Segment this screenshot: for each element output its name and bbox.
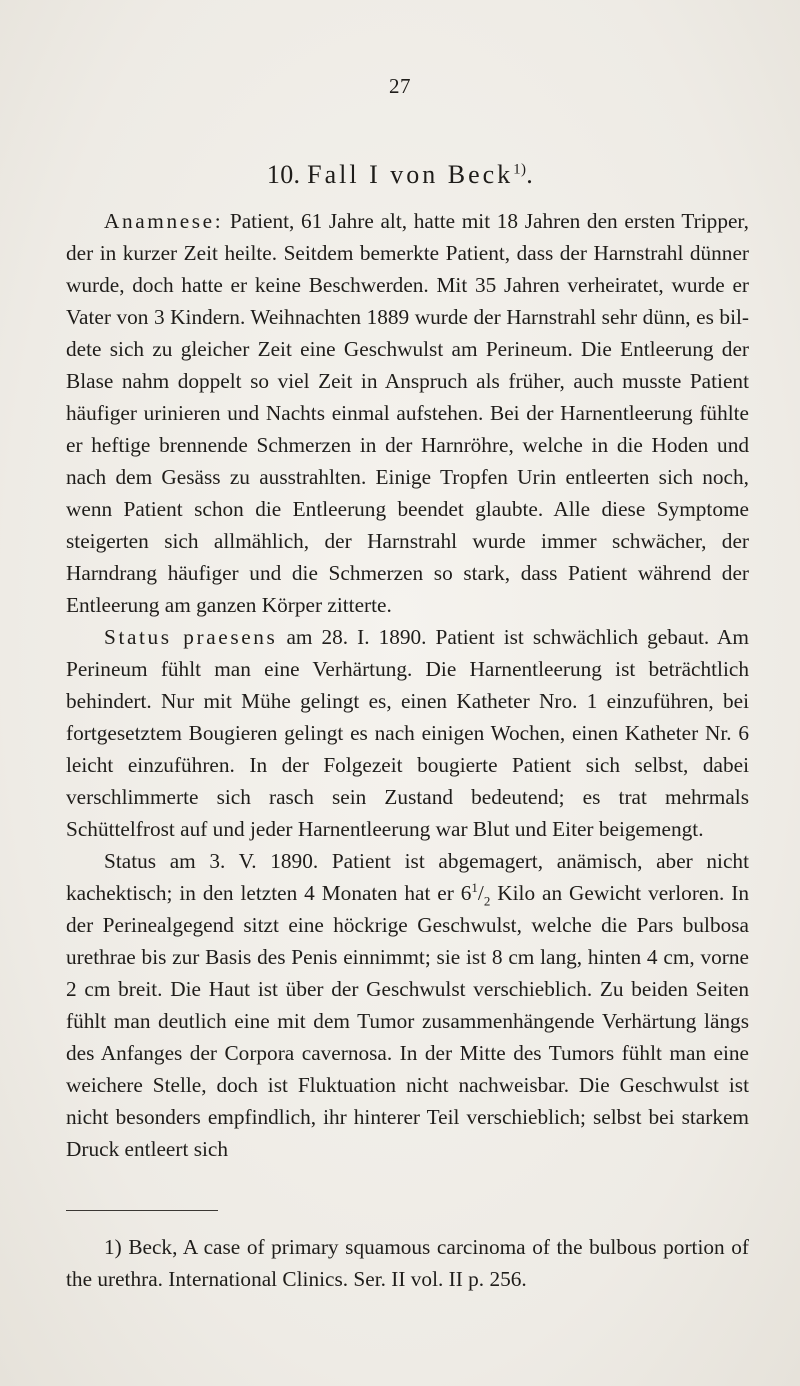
footnote-divider (66, 1210, 218, 1211)
heading-footnote-ref: 1) (513, 161, 527, 178)
fraction-denominator: 2 (483, 893, 491, 909)
paragraph-status-may (66, 845, 749, 1165)
status-praesens-lead: Status praesens (104, 625, 278, 649)
status-praesens-text: am 28. I. 1890. Patient ist schwächlich gebaut. Am Perineum fühlt man eine Verhärtung. Die Harnentleerung ist beträchtlich behindert. Nur mit Mühe gelingt es, einen Katheter Nro. 1 einzuführen, bei fortgesetztem Bougieren gelingt es nach einigen Wochen, einen Katheter Nr. 6 leicht einzuführen. In der Folgezeit bougierte Patient sich selbst, dabei verschlimmerte sich rasch sein Zustand bedeutend; es trat mehrmals Schüttelfrost auf und jeder Harnentleerung war Blut und Eiter beigemengt. (66, 625, 750, 841)
anamnese-text: Patient, 61 Jahre alt, hatte mit 18 Jahren den ersten Tripper, der in kurzer Zeit heilte. Seitdem bemerkte Patient, dass der Harnstrahl dünner wurde, doch hatte er keine Beschwerden. Mit 35 Jahren verheiratet, wurde er Vater von 3 Kindern. Weihnachten 1889 wurde der Harnstrahl sehr dünn, es bildete sich zu gleicher Zeit eine Geschwulst am Perineum. Die Entleerung der Blase nahm doppelt so viel Zeit in Anspruch als früher, auch musste Patient häufiger urinieren und Nachts einmal aufstehen. Bei der Harnentleerung fühlte er heftige brennende Schmerzen in der Harnröhre, welche in die Hoden und nach dem Gesäss zu ausstrahlten. Einige Tropfen Urin entleerten sich noch, wenn Patient schon die Entleerung beendet glaubte. Alle diese Symptome steigerten sich allmählich, der Harnstrahl wurde immer schwächer, der Harndrang häufiger und die Schmerzen so stark, dass Patient während der Entleerung am ganzen Körper zitterte. (66, 209, 749, 617)
footnote (66, 1231, 749, 1295)
section-heading (0, 160, 800, 190)
page-number: 27 (389, 74, 411, 98)
fraction-numerator: 1 (471, 879, 478, 895)
heading-end: . (526, 160, 534, 189)
paragraph-anamnese (66, 205, 749, 621)
anamnese-lead: Anamnese: (104, 209, 224, 233)
body-text (66, 205, 749, 1165)
fraction-separator: / (477, 881, 484, 905)
paragraph-status-praesens (66, 621, 749, 845)
fraction (471, 879, 491, 909)
footnote-text: 1) Beck, A case of primary squamous carcinoma of the bulbous portion of the urethra. International Clinics. Ser. II vol. II p. 256. (66, 1235, 749, 1291)
heading-number: 10. (266, 160, 301, 189)
status-may-text-before: Status am 3. V. 1890. Patient ist abgemagert, anämisch, aber nicht kachektisch; in den letzten 4 Monaten hat er 6 (66, 849, 749, 905)
status-may-text-after: Kilo an Gewicht verloren. In der Perinealgegend sitzt eine höckrige Geschwulst, welche die Pars bulbosa urethrae bis zur Basis des Penis einnimmt; sie ist 8 cm lang, hinten 4 cm, vorne 2 cm breit. Die Haut ist über der Geschwulst verschieblich. Zu beiden Seiten fühlt man deutlich eine mit dem Tumor zusammenhängende Verhärtung längs des Anfanges der Corpora cavernosa. In der Mitte des Tumors fühlt man eine weichere Stelle, doch ist Fluktuation nicht nachweisbar. Die Geschwulst ist nicht besonders empfindlich, ihr hinterer Teil verschieblich; selbst bei starkem Druck entleert sich (66, 881, 750, 1161)
heading-text: Fall I von Beck (307, 160, 514, 189)
